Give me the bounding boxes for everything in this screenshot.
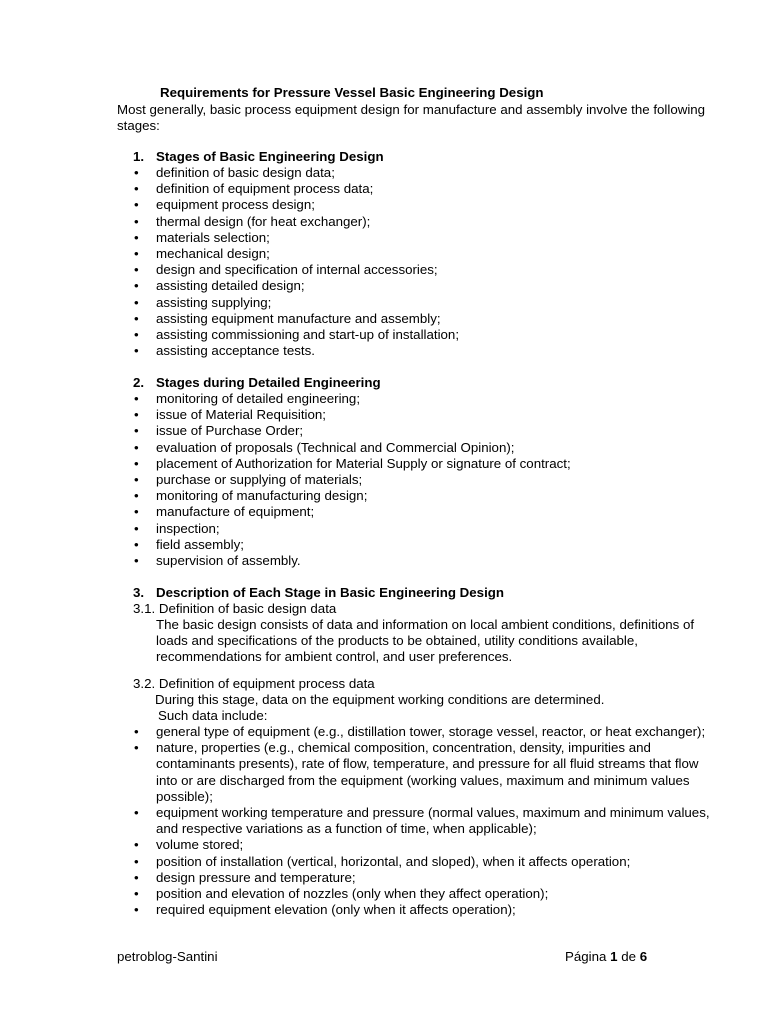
bullet-icon: •: [134, 197, 139, 213]
list-item: [133, 165, 713, 181]
bullet-icon: •: [134, 262, 139, 278]
list-item-text: thermal design (for heat exchanger);: [156, 213, 371, 229]
list-item: [133, 724, 713, 740]
list-item-text: purchase or supplying of materials;: [156, 472, 363, 488]
list-item: [133, 391, 713, 407]
list-item: [133, 246, 713, 262]
list-item-text: required equipment elevation (only when it affects operation);: [156, 902, 516, 918]
bullet-icon: •: [134, 213, 139, 229]
list-item: [133, 886, 713, 902]
list-item: [133, 740, 713, 805]
list-item: [133, 440, 713, 456]
bullet-icon: •: [134, 740, 139, 756]
list-item-text: field assembly;: [156, 536, 244, 552]
list-item: [133, 837, 713, 853]
list-item: [133, 472, 713, 488]
list-item: [133, 230, 713, 246]
footer-page-total: 6: [639, 949, 648, 964]
list-item-text: issue of Material Requisition;: [156, 407, 326, 423]
list-item: [133, 311, 713, 327]
list-item: [133, 407, 713, 423]
bullet-icon: •: [134, 837, 139, 853]
list-item-text: supervision of assembly.: [156, 553, 301, 569]
bullet-icon: •: [134, 229, 139, 245]
bullet-icon: •: [134, 439, 139, 455]
list-item-text: manufacture of equipment;: [156, 504, 315, 520]
subsection-3-2-heading: 3.2. Definition of equipment process data: [133, 676, 375, 691]
bullet-icon: •: [134, 504, 139, 520]
bullet-icon: •: [134, 886, 139, 902]
subsection-3-2-text-line-1: During this stage, data on the equipment working conditions are determined.: [155, 692, 605, 707]
list-item-text: definition of equipment process data;: [156, 181, 374, 197]
bullet-icon: •: [134, 391, 139, 406]
list-item-text: mechanical design;: [156, 246, 270, 262]
list-item: [133, 488, 713, 504]
footer-page-current: 1: [610, 949, 618, 964]
list-item-text: evaluation of proposals (Technical and Commercial Opinion);: [156, 439, 515, 455]
list-item-text: design and specification of internal accessories;: [156, 262, 438, 278]
list-item: [133, 902, 713, 918]
list-item-text: inspection;: [156, 520, 220, 536]
list-item-text: general type of equipment (e.g., distillation tower, storage vessel, reactor, or heat exchanger);: [156, 724, 706, 739]
bullet-icon: •: [134, 278, 139, 294]
bullet-icon: •: [134, 488, 139, 504]
list-item: [133, 197, 713, 213]
list-item-text: nature, properties (e.g., chemical composition, concentration, density, impurities and contaminants presents), rate of flow, temperature, and pressure for all fluid streams that flow into or are discharged from the equipment (working values, maximum and minimum values possible);: [156, 740, 699, 804]
list-item: [133, 278, 713, 294]
bullet-icon: •: [134, 343, 139, 359]
bullet-icon: •: [134, 902, 139, 918]
subsection-3-1-heading: 3.1. Definition of basic design data: [133, 601, 337, 616]
list-item-text: assisting detailed design;: [156, 278, 305, 294]
list-item: [133, 870, 713, 886]
list-item: [133, 327, 713, 343]
section-1-list: [133, 165, 713, 359]
list-item-text: monitoring of detailed engineering;: [156, 391, 361, 406]
bullet-icon: •: [134, 853, 139, 869]
list-item-text: equipment process design;: [156, 197, 315, 213]
list-item-text: materials selection;: [156, 229, 270, 245]
list-item-text: assisting supplying;: [156, 294, 272, 310]
bullet-icon: •: [134, 165, 139, 180]
list-item-text: monitoring of manufacturing design;: [156, 488, 368, 504]
bullet-icon: •: [134, 294, 139, 310]
bullet-icon: •: [134, 181, 139, 197]
bullet-icon: •: [134, 327, 139, 343]
section-2-title: Stages during Detailed Engineering: [156, 375, 381, 390]
section-2-number: 2.: [133, 375, 145, 390]
section-3-title: Description of Each Stage in Basic Engineering Design: [156, 585, 505, 600]
list-item: [133, 262, 713, 278]
list-item: [133, 805, 713, 837]
bullet-icon: •: [134, 472, 139, 488]
footer-page-number: [565, 949, 647, 965]
document-title: Requirements for Pressure Vessel Basic Engineering Design: [160, 85, 544, 100]
bullet-icon: •: [134, 553, 139, 569]
footer-page-of: de: [621, 949, 637, 964]
section-1-title: Stages of Basic Engineering Design: [156, 149, 384, 164]
bullet-icon: •: [134, 423, 139, 439]
list-item-text: assisting commissioning and start-up of installation;: [156, 327, 460, 343]
list-item: [133, 504, 713, 520]
list-item: [133, 295, 713, 311]
section-2-list: [133, 391, 713, 569]
list-item-text: position and elevation of nozzles (only when they affect operation);: [156, 886, 549, 902]
section-1-number: 1.: [133, 149, 145, 164]
bullet-icon: •: [134, 455, 139, 471]
list-item-text: volume stored;: [156, 837, 244, 853]
list-item: [133, 537, 713, 553]
bullet-icon: •: [134, 724, 139, 739]
list-item-text: placement of Authorization for Material Supply or signature of contract;: [156, 455, 571, 471]
section-3-number: 3.: [133, 585, 145, 600]
subsection-3-2-text-line-2: Such data include:: [158, 708, 268, 723]
section-3-heading: [133, 585, 504, 601]
subsection-3-2-list: [133, 724, 713, 918]
bullet-icon: •: [134, 536, 139, 552]
bullet-icon: •: [134, 310, 139, 326]
footer-author: petroblog-Santini: [117, 949, 218, 964]
intro-text: Most generally, basic process equipment design for manufacture and assembly involve the following stages:: [117, 102, 706, 134]
list-item: [133, 423, 713, 439]
list-item: [133, 214, 713, 230]
section-1-heading: [133, 149, 384, 165]
bullet-icon: •: [134, 246, 139, 262]
list-item: [133, 854, 713, 870]
bullet-icon: •: [134, 805, 139, 821]
intro-paragraph: [117, 102, 717, 134]
subsection-3-1-text: The basic design consists of data and information on local ambient conditions, definitions of loads and specifications of the products to be obtained, utility conditions available, recommendations for ambient control, and user preferences.: [156, 617, 695, 665]
section-2-heading: [133, 375, 381, 391]
footer-page-word: Página: [565, 949, 607, 964]
list-item-text: position of installation (vertical, horizontal, and sloped), when it affects operation;: [156, 853, 631, 869]
list-item: [133, 456, 713, 472]
list-item: [133, 343, 713, 359]
list-item-text: equipment working temperature and pressure (normal values, maximum and minimum values, and respective variations as a function of time, when applicable);: [156, 805, 710, 837]
list-item: [133, 181, 713, 197]
list-item-text: design pressure and temperature;: [156, 869, 356, 885]
bullet-icon: •: [134, 407, 139, 423]
list-item: [133, 521, 713, 537]
list-item-text: assisting acceptance tests.: [156, 343, 315, 359]
bullet-icon: •: [134, 869, 139, 885]
list-item: [133, 553, 713, 569]
bullet-icon: •: [134, 520, 139, 536]
list-item-text: assisting equipment manufacture and assembly;: [156, 310, 441, 326]
list-item-text: definition of basic design data;: [156, 165, 335, 180]
list-item-text: issue of Purchase Order;: [156, 423, 304, 439]
